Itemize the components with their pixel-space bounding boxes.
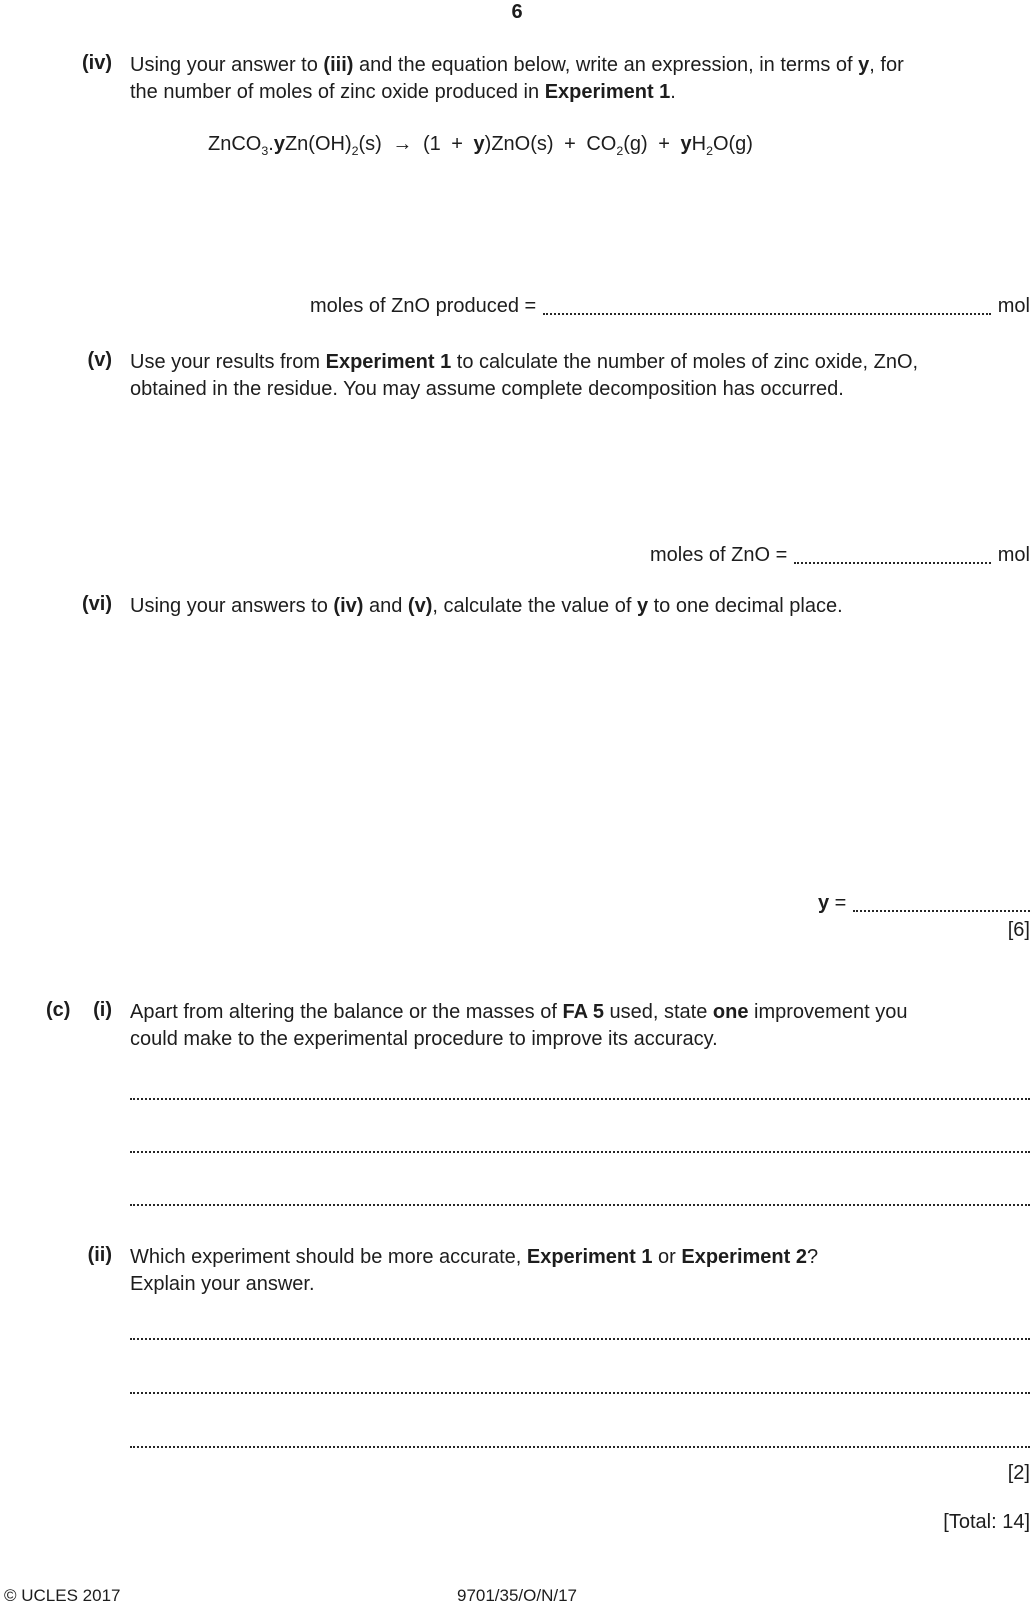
ruled-answer-line [130, 1392, 1030, 1394]
answer-unit: mol [997, 295, 1030, 317]
answer-prefix: y = [818, 892, 847, 914]
part-label-iv: (iv) [82, 52, 112, 74]
ruled-answer-line [130, 1446, 1030, 1448]
answer-line-moles-zno [650, 542, 1030, 569]
total-marks: [Total: 14] [943, 1511, 1030, 1533]
chemical-equation: $ZnCO_3.yZn(OH)_2(s) \to (1 + y)ZnO(s) + CO_2(g) + yH_2O(g)$ [208, 133, 753, 158]
part-vi-question-text: Using your answers to (iv) and (v), calculate the value of y to one decimal place. [130, 595, 843, 617]
marks-badge-2: [2] [1007, 1462, 1030, 1484]
ruled-answer-line [130, 1204, 1030, 1206]
ruled-answer-line [130, 1151, 1030, 1153]
part-iv-question-text: Using your answer to (iii) and the equation below, write an expression, in terms of y, for the number of moles of zinc oxide produced in Experiment 1. [130, 54, 904, 103]
part-label-v: (v) [87, 349, 112, 371]
footer-copyright: © UCLES 2017 [4, 1586, 121, 1605]
part-c-ii-question-text: Which experiment should be more accurate, Experiment 1 or Experiment 2? Explain your answer. [130, 1246, 819, 1295]
answer-prefix: moles of ZnO = [650, 544, 788, 566]
dotted-answer-blank [853, 910, 1030, 912]
part-label-c-ii: (ii) [87, 1244, 112, 1266]
part-label-c-i: (i) [93, 999, 112, 1021]
part-v-question-text: Use your results from Experiment 1 to calculate the number of moles of zinc oxide, ZnO, obtained in the residue. You may assume complete decomposition has occurred. [130, 351, 919, 400]
part-label-vi: (vi) [82, 593, 112, 615]
ruled-answer-line [130, 1098, 1030, 1100]
answer-unit: mol [997, 544, 1030, 566]
page-number: 6 [511, 1, 523, 23]
footer-paper-code: 9701/35/O/N/17 [456, 1586, 578, 1605]
part-c-i-question-text: Apart from altering the balance or the masses of FA 5 used, state one improvement you could make to the experimental procedure to improve its accuracy. [130, 1001, 908, 1050]
part-label-c: (c) [46, 999, 71, 1021]
dotted-answer-blank [794, 562, 990, 564]
answer-prefix: moles of ZnO produced = [310, 295, 537, 317]
answer-line-moles-produced [310, 293, 1030, 320]
marks-badge-6: [6] [1007, 919, 1030, 941]
dotted-answer-blank [543, 313, 991, 315]
answer-line-y-value [818, 890, 1030, 917]
ruled-answer-line [130, 1338, 1030, 1340]
